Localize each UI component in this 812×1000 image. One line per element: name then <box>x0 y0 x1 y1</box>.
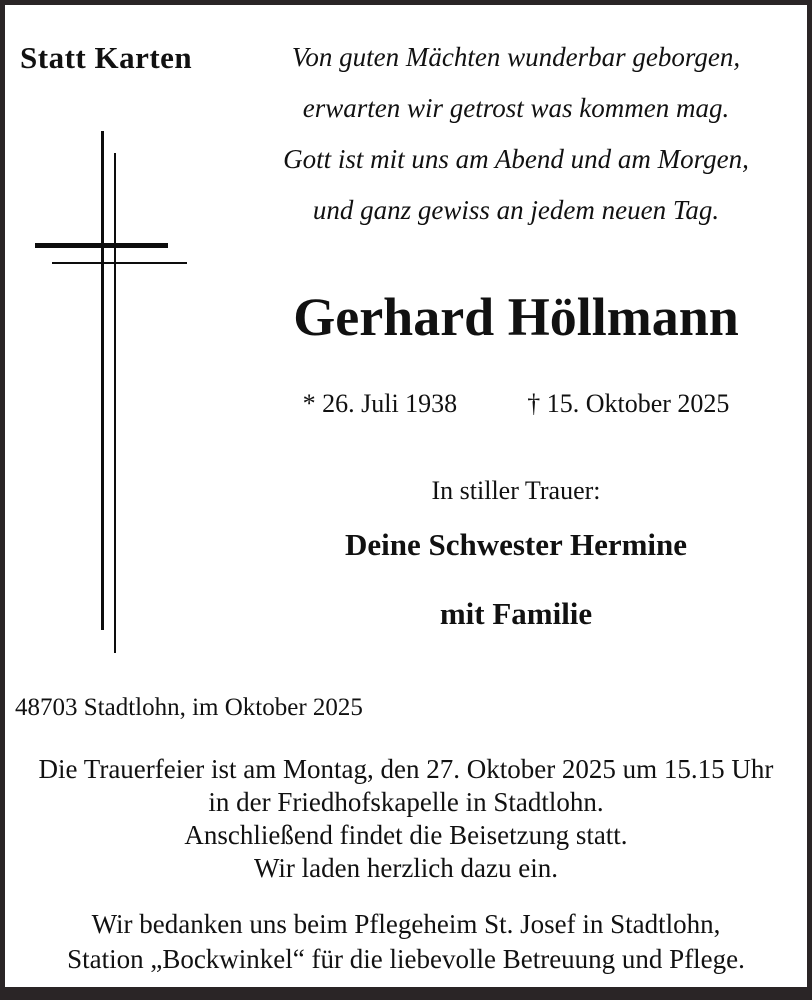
mourner-family: mit Familie <box>439 596 593 631</box>
cross-vertical-thin-stroke <box>114 153 116 653</box>
service-details-block <box>5 753 807 885</box>
cross-vertical-thick-stroke <box>101 131 104 630</box>
service-line: in der Friedhofskapelle in Stadtlohn. <box>208 787 604 817</box>
poem-block <box>230 32 802 236</box>
thanks-block <box>5 907 807 977</box>
service-line: Anschließend findet die Beisetzung statt. <box>184 820 628 850</box>
thanks-line: Station „Bockwinkel“ für die liebevolle Betreuung und Pflege. <box>67 944 745 974</box>
service-line: Wir laden herzlich dazu ein. <box>253 853 558 883</box>
cross-horizontal-thin-stroke <box>52 262 187 264</box>
life-dates <box>230 389 802 419</box>
mourning-intro: In stiller Trauer: <box>431 476 601 505</box>
obituary-card <box>5 5 807 987</box>
statt-karten-label: Statt Karten <box>20 40 193 75</box>
poem-line: Von guten Mächten wunderbar geborgen, <box>291 42 741 72</box>
deceased-name: Gerhard Höllmann <box>293 287 739 347</box>
poem-line: erwarten wir getrost was kommen mag. <box>302 93 730 123</box>
poem-line: und ganz gewiss an jedem neuen Tag. <box>312 195 720 225</box>
service-line: Die Trauerfeier ist am Montag, den 27. Oktober 2025 um 15.15 Uhr <box>38 754 774 784</box>
death-date: † 15. Oktober 2025 <box>527 389 730 418</box>
thanks-line: Wir bedanken uns beim Pflegeheim St. Josef in Stadtlohn, <box>91 909 721 939</box>
poem-line: Gott ist mit uns am Abend und am Morgen, <box>283 144 749 174</box>
birth-date: * 26. Juli 1938 <box>302 389 458 418</box>
mourner-name: Deine Schwester Hermine <box>344 527 688 562</box>
cross-icon <box>5 5 225 665</box>
cross-horizontal-thick-stroke <box>35 243 168 248</box>
place-date-line: 48703 Stadtlohn, im Oktober 2025 <box>15 694 363 721</box>
